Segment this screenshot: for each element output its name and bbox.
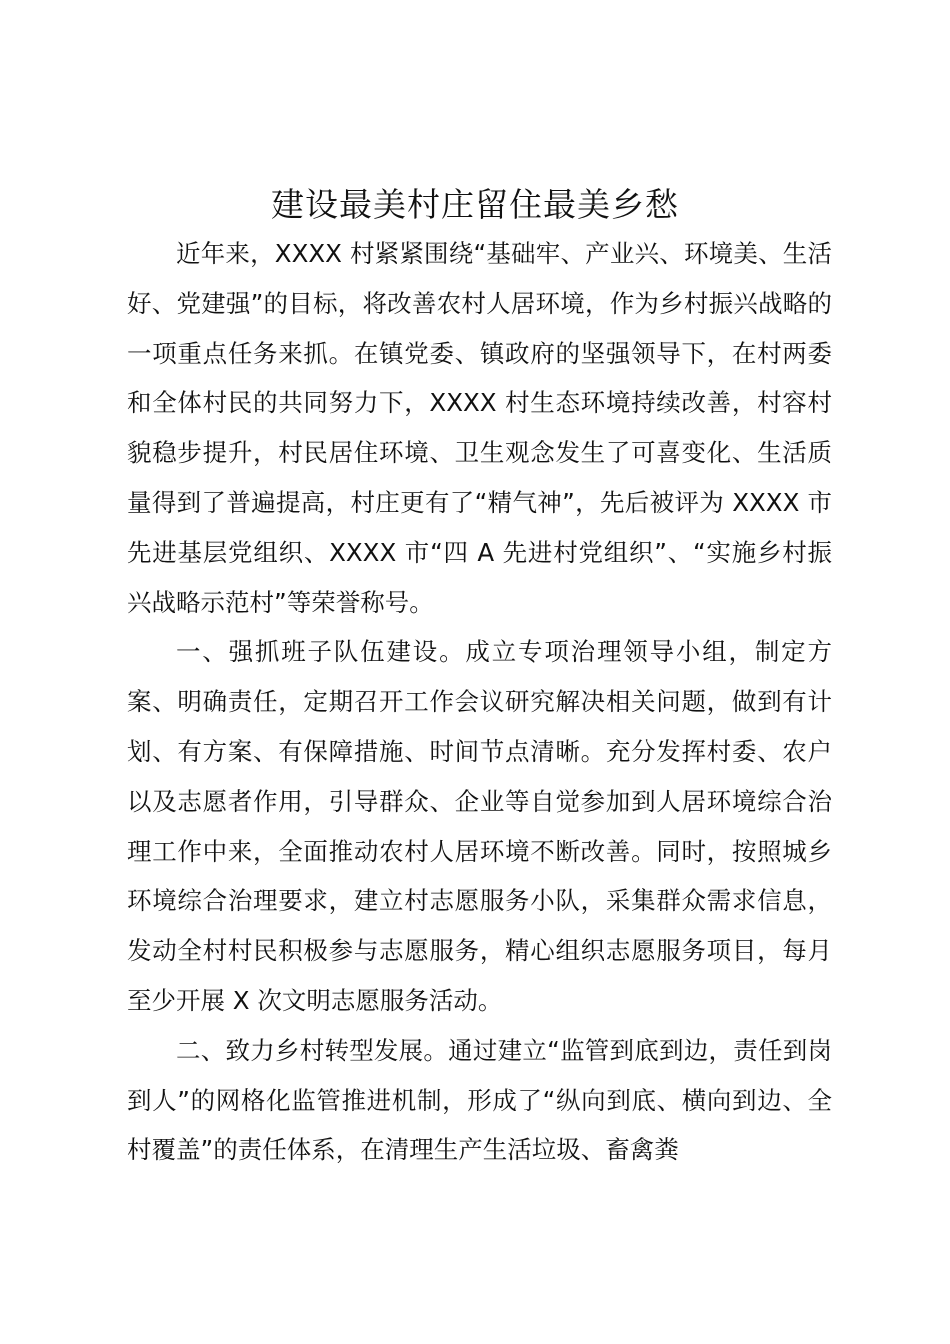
document-title: 建设最美村庄留住最美乡愁 xyxy=(271,185,679,224)
paragraph-section-two: 二、致力乡村转型发展。通过建立“监管到底到边，责任到岗到人”的网格化监管推进机制，形成了“纵向到底、横向到边、全村覆盖”的责任体系，在清理生产生活垃圾、畜禽粪 xyxy=(127,1035,832,1165)
paragraph-intro: 近年来，XXXX 村紧紧围绕“基础牢、产业兴、环境美、生活好、党建强”的目标，将改善农村人居环境，作为乡村振兴战略的一项重点任务来抓。在镇党委、镇政府的坚强领导下，在村两委和全体村民的共同努力下，XXXX 村生态环境持续改善，村容村貌稳步提升，村民居住环境、卫生观念发生了可喜变化、生活质量得到了普遍提高，村庄更有了“精气神”，先后被评为 XXXX 市先进基层党组织、XXXX 市“四 A 先进村党组织”、“实施乡村振兴战略示范村”等荣誉称号。 xyxy=(127,239,832,617)
document-body xyxy=(127,229,832,1175)
paragraph-section-one: 一、强抓班子队伍建设。成立专项治理领导小组，制定方案、明确责任，定期召开工作会议研究解决相关问题，做到有计划、有方案、有保障措施、时间节点清晰。充分发挥村委、农户以及志愿者作用，引导群众、企业等自觉参加到人居环境综合治理工作中来，全面推动农村人居环境不断改善。同时，按照城乡环境综合治理要求，建立村志愿服务小队，采集群众需求信息，发动全村村民积极参与志愿服务，精心组织志愿服务项目，每月至少开展 X 次文明志愿服务活动。 xyxy=(127,637,832,1015)
